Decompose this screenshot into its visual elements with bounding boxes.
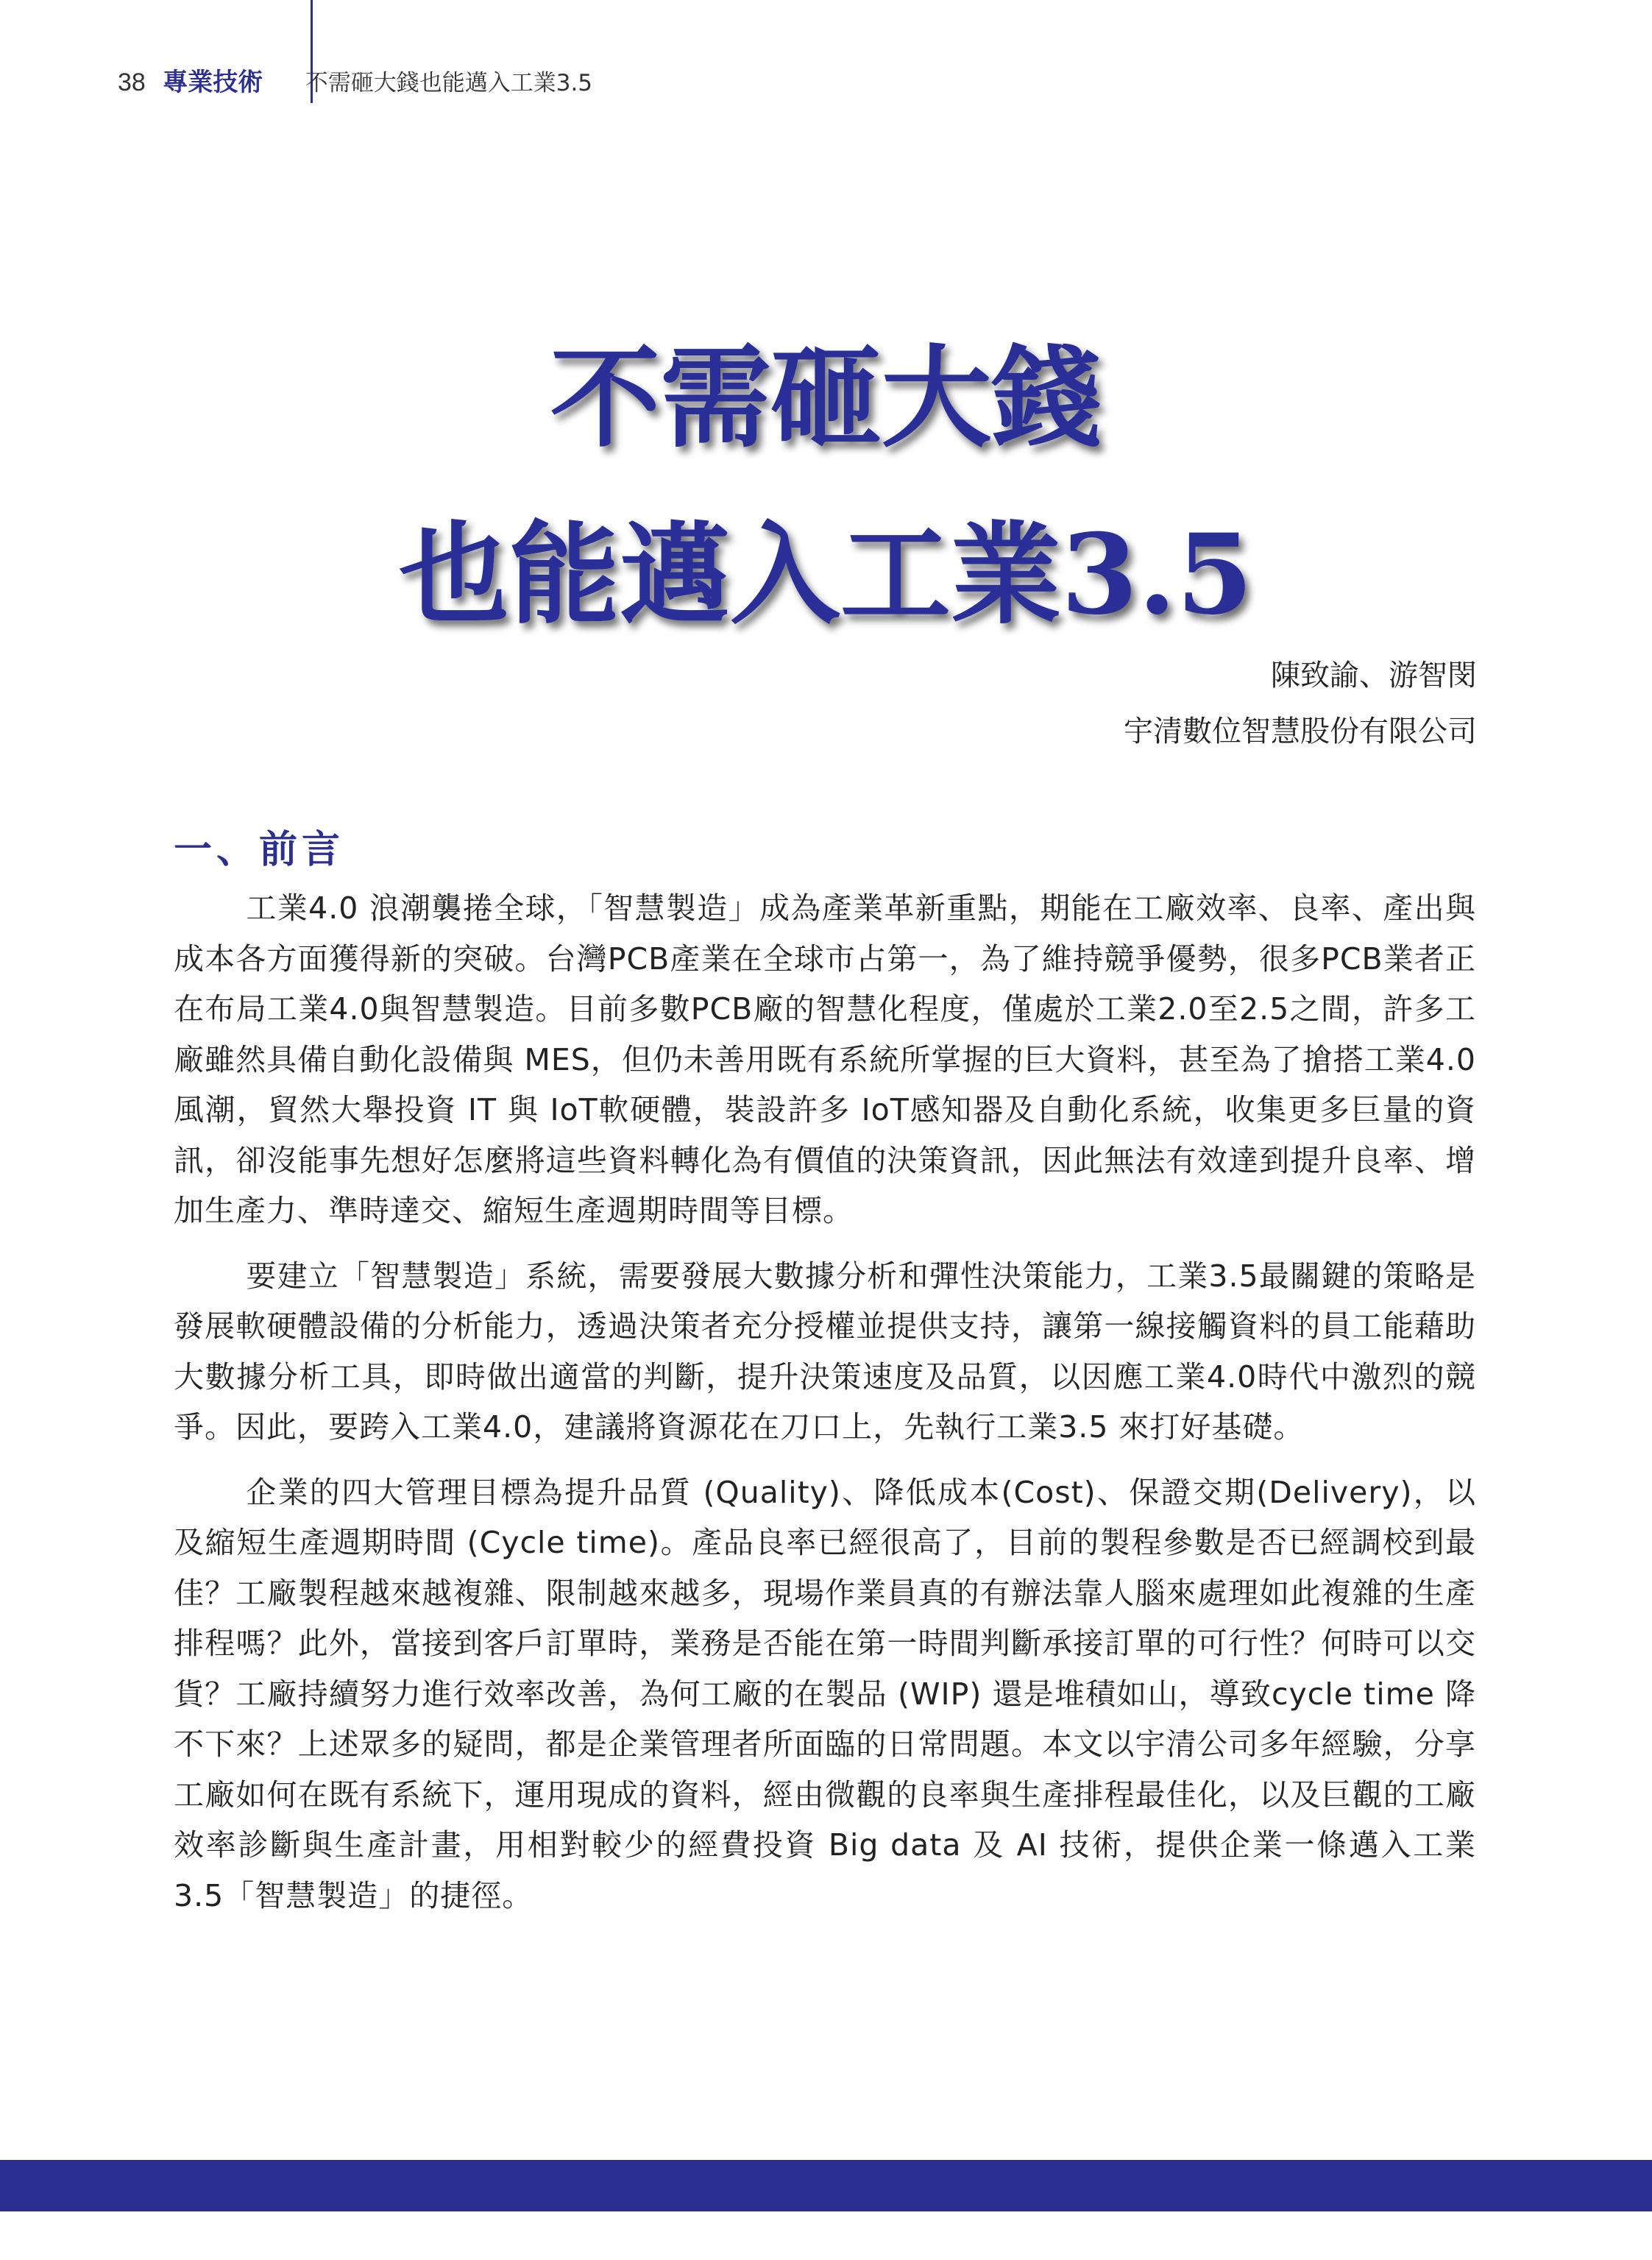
paragraph-3: 企業的四大管理目標為提升品質 (Quality)、降低成本(Cost)、保證交期(Delivery)，以及縮短生產週期時間 (Cycle time)。產品良率已經很高了，目前的製程參數是否已經調校到最佳？工廠製程越來越複雜、限制越來越多，現場作業員真的有辦法靠人腦來處理如此複雜的生產排程嗎？此外，當接到客戶訂單時，業務是否能在第一時間判斷承接訂單的可行性？何時可以交貨？工廠持續努力進行效率改善，為何工廠的在製品 (WIP) 還是堆積如山，導致cycle time 降不下來？上述眾多的疑問，都是企業管理者所面臨的日常問題。本文以宇清公司多年經驗，分享工廠如何在既有系統下，運用現成的資料，經由微觀的良率與生產排程最佳化，以及巨觀的工廠效率診斷與生產計畫，用相對較少的經費投資 Big data 及 AI 技術，提供企業一條邁入工業3.5「智慧製造」的捷徑。 [174, 1474, 1476, 1913]
article-body [174, 824, 1476, 1935]
footer-bar [0, 2160, 1652, 2211]
authors: 陳致諭、游智閔 [1271, 659, 1477, 692]
paragraph-2: 要建立「智慧製造」系統，需要發展大數據分析和彈性決策能力，工業3.5最關鍵的策略是發展軟硬體設備的分析能力，透過決策者充分授權並提供支持，讓第一線接觸資料的員工能藉助大數據分析工具，即時做出適當的判斷，提升決策速度及品質，以因應工業4.0時代中激烈的競爭。因此，要跨入工業4.0，建議將資源花在刀口上，先執行工業3.5 來打好基礎。 [174, 1258, 1476, 1445]
page-number: 38 [118, 68, 146, 96]
byline [1124, 648, 1477, 759]
running-title: 不需砸大錢也能邁入工業3.5 [305, 70, 593, 96]
paragraph-1: 工業4.0 浪潮襲捲全球，「智慧製造」成為產業革新重點，期能在工廠效率、良率、產出與成本各方面獲得新的突破。台灣PCB產業在全球市占第一，為了維持競爭優勢，很多PCB業者正在布局工業4.0與智慧製造。目前多數PCB廠的智慧化程度，僅處於工業2.0至2.5之間，許多工廠雖然具備自動化設備與 MES，但仍未善用既有系統所掌握的巨大資料，甚至為了搶搭工業4.0 風潮，貿然大舉投資 IT 與 IoT軟硬體，裝設許多 IoT感知器及自動化系統，收集更多巨量的資訊，卻沒能事先想好怎麼將這些資料轉化為有價值的決策資訊，因此無法有效達到提升良率、增加生產力、準時達交、縮短生產週期時間等目標。 [174, 890, 1476, 1228]
article-title [0, 310, 1652, 663]
section-heading: 一、前言 [174, 828, 345, 872]
running-header [118, 68, 592, 98]
title-line-1: 不需砸大錢 [550, 333, 1102, 463]
title-line-2: 也能邁入工業3.5 [399, 509, 1253, 640]
organization: 宇清數位智慧股份有限公司 [1124, 715, 1477, 748]
section-label: 專業技術 [163, 68, 263, 97]
